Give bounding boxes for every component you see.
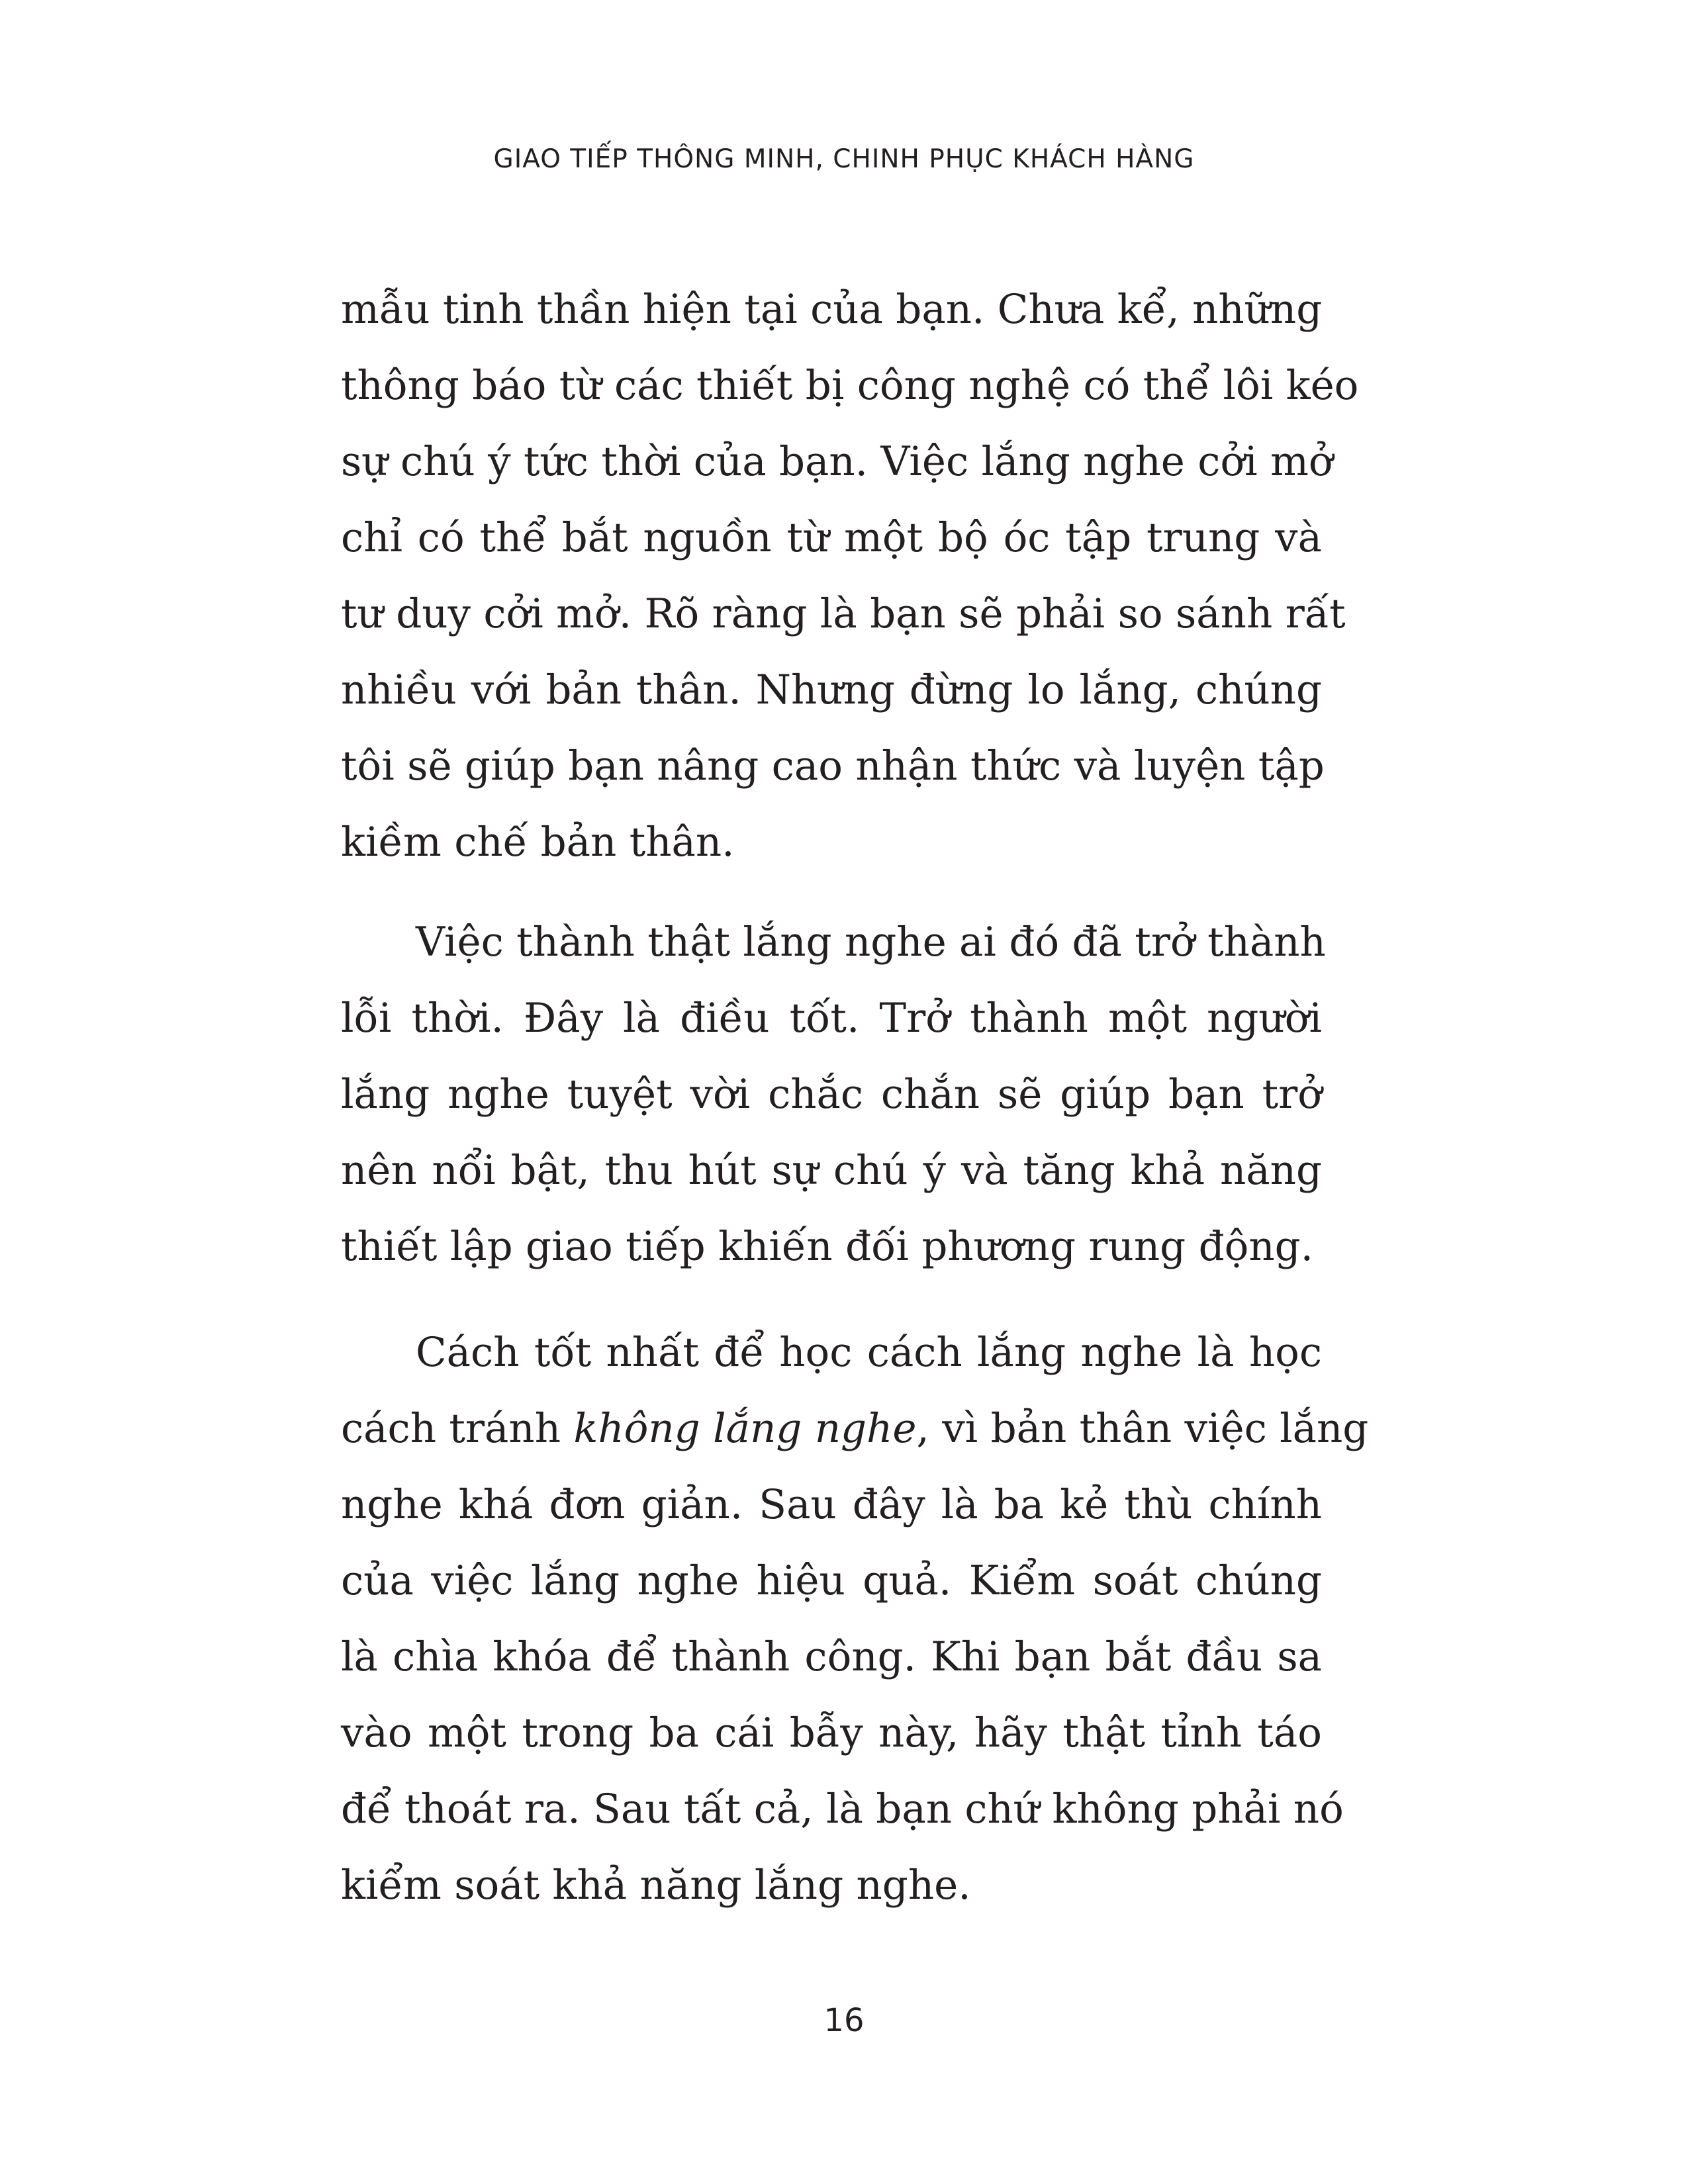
paragraph-1 xyxy=(341,271,1359,880)
paragraph-line: sự chú ý tức thời của bạn. Việc lắng nghe cởi mở xyxy=(341,438,1333,485)
paragraph-line: kiểm soát khả năng lắng nghe. xyxy=(341,1862,971,1909)
paragraph-line: thiết lập giao tiếp khiến đối phương rung động. xyxy=(341,1223,1314,1270)
line-text: cách tránh xyxy=(341,1405,574,1452)
paragraph-line xyxy=(341,1390,1369,1467)
paragraph-line: nghe khá đơn giản. Sau đây là ba kẻ thù chính xyxy=(341,1481,1322,1528)
paragraph-line: nhiều với bản thân. Nhưng đừng lo lắng, chúng xyxy=(341,666,1322,713)
paragraph-line: nên nổi bật, thu hút sự chú ý và tăng khả năng xyxy=(341,1147,1322,1194)
paragraph-line: thông báo từ các thiết bị công nghệ có thể lôi kéo xyxy=(341,362,1359,409)
paragraph-line: tư duy cởi mở. Rõ ràng là bạn sẽ phải so sánh rất xyxy=(341,590,1346,637)
running-header: GIAO TIẾP THÔNG MINH, CHINH PHỤC KHÁCH HÀNG xyxy=(493,144,1195,174)
paragraph-2 xyxy=(341,904,1326,1285)
paragraph-line: chỉ có thể bắt nguồn từ một bộ óc tập trung và xyxy=(341,514,1322,561)
paragraph-line: lỗi thời. Đây là điều tốt. Trở thành một người xyxy=(341,995,1322,1042)
paragraph-line: của việc lắng nghe hiệu quả. Kiểm soát chúng xyxy=(341,1557,1322,1604)
italic-emphasis: không lắng nghe xyxy=(573,1405,917,1452)
paragraph-line: là chìa khóa để thành công. Khi bạn bắt đầu sa xyxy=(341,1633,1322,1680)
paragraph-line: Cách tốt nhất để học cách lắng nghe là học xyxy=(416,1329,1322,1376)
paragraph-line: kiềm chế bản thân. xyxy=(341,819,735,866)
paragraph-line: Việc thành thật lắng nghe ai đó đã trở thành xyxy=(416,919,1326,966)
page-number: 16 xyxy=(823,2002,865,2039)
paragraph-3 xyxy=(341,1314,1369,1923)
paragraph-line: vào một trong ba cái bẫy này, hãy thật tỉnh táo xyxy=(341,1709,1322,1756)
paragraph-line: tôi sẽ giúp bạn nâng cao nhận thức và luyện tập xyxy=(341,743,1325,790)
paragraph-line: lắng nghe tuyệt vời chắc chắn sẽ giúp bạn trở xyxy=(341,1071,1322,1118)
paragraph-line: để thoát ra. Sau tất cả, là bạn chứ không phải nó xyxy=(341,1786,1344,1833)
line-text: , vì bản thân việc lắng xyxy=(916,1405,1369,1452)
paragraph-line: mẫu tinh thần hiện tại của bạn. Chưa kể, những xyxy=(341,286,1323,333)
